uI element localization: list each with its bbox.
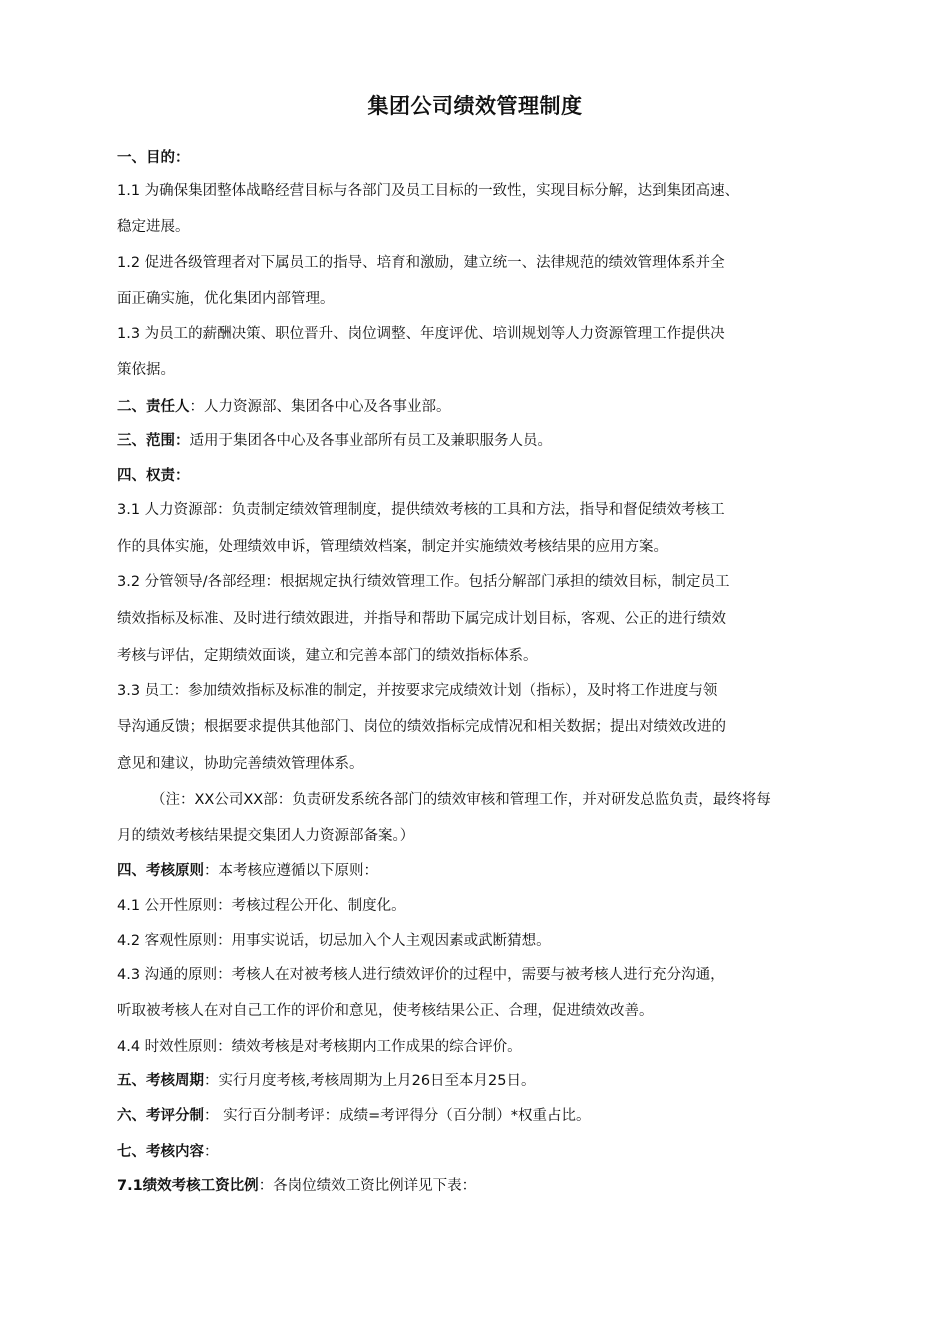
paragraph-text: 4.1 公开性原则：考核过程公开化、制度化。: [117, 898, 406, 914]
text-line: [117, 645, 538, 667]
paragraph-text: 1.2 促进各级管理者对下属员工的指导、培育和激励，建立统一、法律规范的绩效管理体系并全: [117, 255, 725, 271]
paragraph-text: 3.3 员工：参加绩效指标及标准的制定，并按要求完成绩效计划（指标），及时将工作进度与领: [117, 683, 718, 699]
paragraph-text: 4.3 沟通的原则：考核人在对被考核人进行绩效评价的过程中，需要与被考核人进行充分沟通，: [117, 967, 725, 983]
paragraph-text: ：: [204, 1144, 219, 1160]
paragraph-text: 意见和建议，协助完善绩效管理体系。: [117, 756, 364, 772]
text-line: [117, 1000, 654, 1022]
text-line: [151, 789, 771, 811]
paragraph-text: 4.2 客观性原则：用事实说话，切忌加入个人主观因素或武断猜想。: [117, 933, 551, 949]
text-line: [117, 860, 378, 882]
section-heading: 二、责任人: [117, 399, 190, 415]
text-line: [117, 1141, 219, 1163]
text-line: [117, 571, 730, 593]
text-line: [117, 1105, 591, 1127]
text-line: [117, 1036, 522, 1058]
text-line: [117, 753, 364, 775]
paragraph-text: ：实行月度考核,考核周期为上月26日至本月25日。: [204, 1073, 536, 1089]
text-line: [117, 608, 726, 630]
text-line: [117, 323, 725, 345]
section-heading: 四、考核原则: [117, 863, 204, 879]
paragraph-text: 1.1 为确保集团整体战略经营目标与各部门及员工目标的一致性，实现目标分解，达到集团高速、: [117, 183, 740, 199]
text-line: [117, 1070, 536, 1092]
paragraph-text: 听取被考核人在对自己工作的评价和意见，使考核结果公正、合理，促进绩效改善。: [117, 1003, 654, 1019]
text-line: [117, 288, 335, 310]
paragraph-text: 作的具体实施，处理绩效申诉，管理绩效档案，制定并实施绩效考核结果的应用方案。: [117, 539, 668, 555]
section-heading: 四、权责：: [117, 468, 190, 484]
text-line: [117, 825, 414, 847]
paragraph-text: ：人力资源部、集团各中心及各事业部。: [189, 399, 451, 415]
text-line: [117, 930, 551, 952]
document-title: 集团公司绩效管理制度: [367, 94, 583, 118]
paragraph-text: 3.1 人力资源部：负责制定绩效管理制度，提供绩效考核的工具和方法，指导和督促绩效考核工: [117, 502, 725, 518]
text-line: [117, 964, 725, 986]
text-line: [117, 536, 668, 558]
text-line: [117, 396, 451, 418]
text-line: [117, 216, 190, 238]
paragraph-text: 导沟通反馈；根据要求提供其他部门、岗位的绩效指标完成情况和相关数据；提出对绩效改进的: [117, 719, 726, 735]
paragraph-text: ： 实行百分制考评：成绩=考评得分（百分制）*权重占比。: [204, 1108, 591, 1124]
text-line: [117, 895, 406, 917]
paragraph-text: 4.4 时效性原则：绩效考核是对考核期内工作成果的综合评价。: [117, 1039, 522, 1055]
text-line: [117, 252, 725, 274]
text-line: [117, 680, 717, 702]
text-line: [117, 465, 190, 487]
text-line: [117, 1175, 476, 1197]
paragraph-text: 月的绩效考核结果提交集团人力资源部备案。）: [117, 828, 415, 844]
paragraph-text: 绩效指标及标准、及时进行绩效跟进，并指导和帮助下属完成计划目标，客观、公正的进行绩效: [117, 611, 726, 627]
paragraph-text: ：本考核应遵循以下原则：: [204, 863, 378, 879]
text-line: [117, 499, 725, 521]
paragraph-text: （注：XX公司XX部：负责研发系统各部门的绩效审核和管理工作，并对研发总监负责，最终将每: [151, 792, 771, 808]
paragraph-text: 考核与评估，定期绩效面谈，建立和完善本部门的绩效指标体系。: [117, 648, 538, 664]
section-heading: 六、考评分制: [117, 1108, 204, 1124]
text-line: [117, 180, 739, 202]
section-heading: 一、目的：: [117, 150, 190, 166]
section-heading: 三、范围：: [117, 433, 190, 449]
paragraph-text: 面正确实施，优化集团内部管理。: [117, 291, 335, 307]
text-line: [117, 716, 726, 738]
paragraph-text: 3.2 分管领导/各部经理：根据规定执行绩效管理工作。包括分解部门承担的绩效目标，制定员工: [117, 574, 730, 590]
section-heading: 五、考核周期: [117, 1073, 204, 1089]
section-heading: 7.1绩效考核工资比例: [117, 1178, 259, 1194]
text-line: [117, 147, 190, 169]
paragraph-text: 稳定进展。: [117, 219, 190, 235]
text-line: [117, 359, 175, 381]
paragraph-text: 适用于集团各中心及各事业部所有员工及兼职服务人员。: [189, 433, 552, 449]
section-heading: 七、考核内容: [117, 1144, 204, 1160]
text-line: [117, 430, 552, 452]
paragraph-text: ：各岗位绩效工资比例详见下表：: [258, 1178, 477, 1194]
paragraph-text: 1.3 为员工的薪酬决策、职位晋升、岗位调整、年度评优、培训规划等人力资源管理工作提供决: [117, 326, 725, 342]
paragraph-text: 策依据。: [117, 362, 175, 378]
